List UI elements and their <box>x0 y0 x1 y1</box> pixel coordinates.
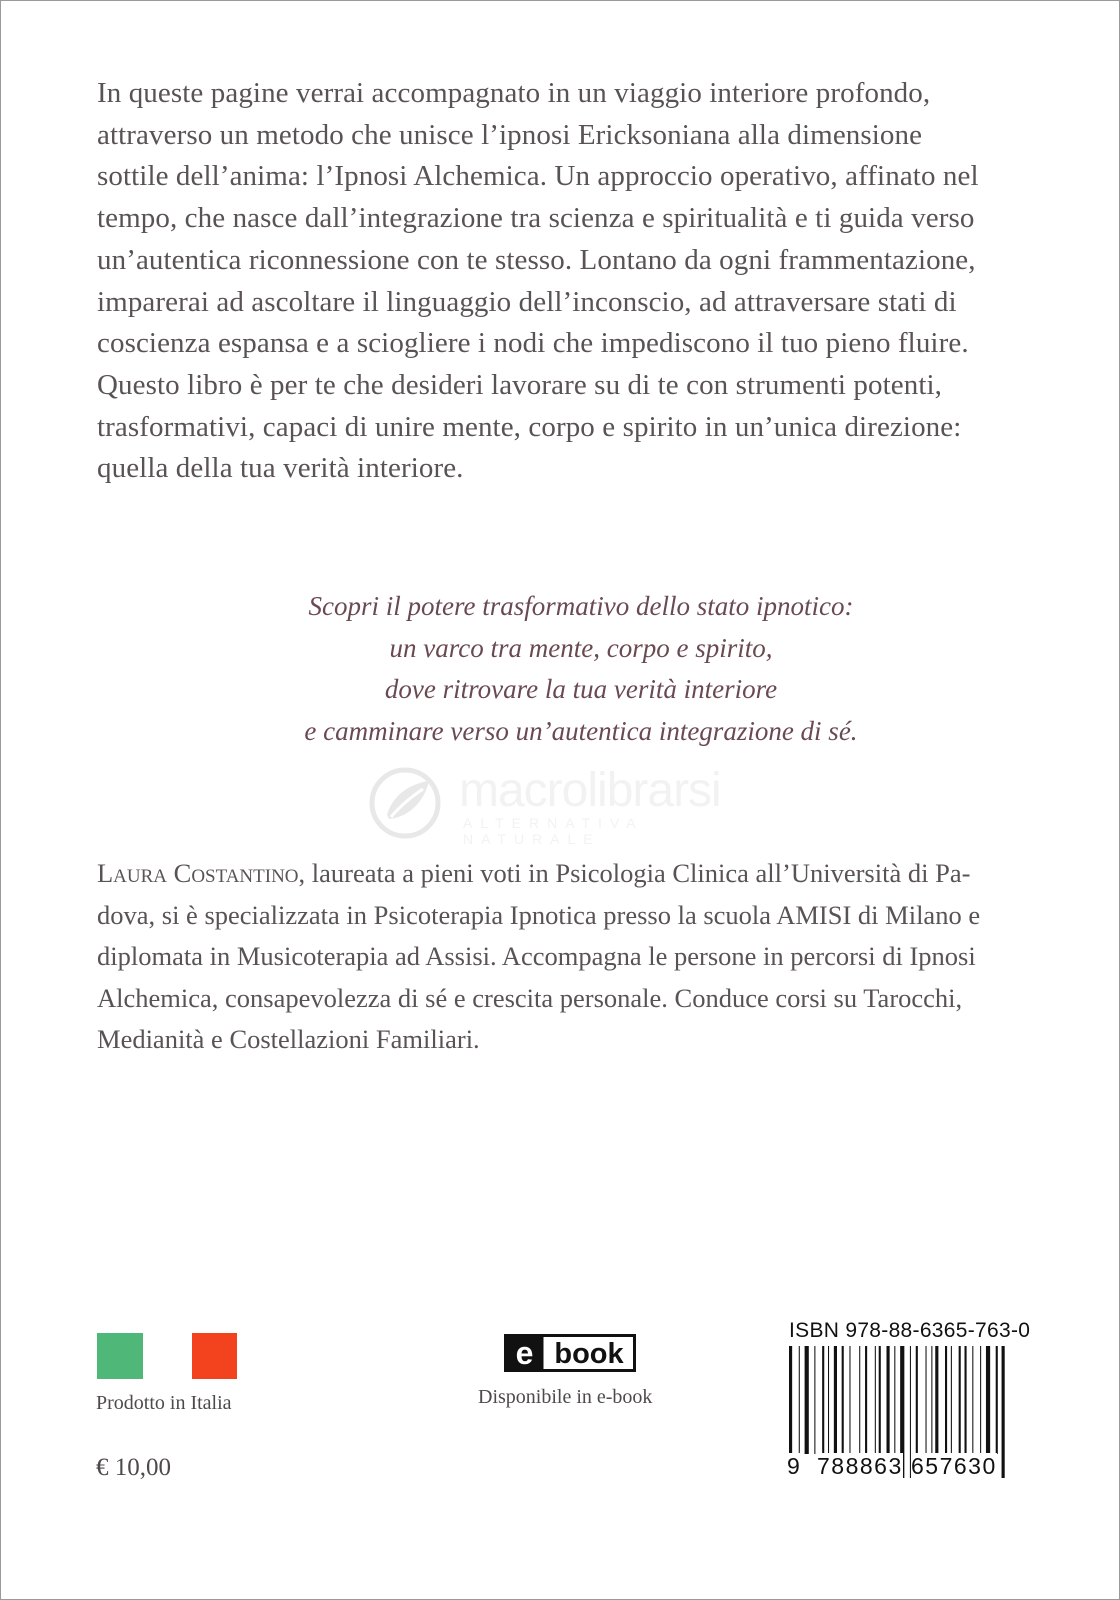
description-line: coscienza espansa e a sciogliere i nodi che impediscono il tuo pieno fluire. <box>97 327 969 360</box>
description-line: Questo libro è per te che desideri lavorare su di te con strumenti potenti, <box>97 368 943 401</box>
description-line: quella della tua verità interiore. <box>97 452 464 485</box>
italian-flag-green <box>97 1333 143 1379</box>
barcode-digits <box>787 1453 1027 1483</box>
tagline-line: Scopri il potere trasformativo dello stato ipnotico: <box>308 591 854 621</box>
barcode-bar <box>849 1346 850 1454</box>
barcode-bar <box>828 1346 829 1454</box>
author-bio-line: Alchemica, consapevolezza di sé e crescita personale. Conduce corsi su Tarocchi, <box>97 982 963 1013</box>
author-bio-line <box>97 853 1033 895</box>
barcode-bar <box>814 1346 815 1454</box>
leaf-logo-icon <box>367 765 443 841</box>
barcode-bar <box>887 1346 890 1454</box>
barcode-bar <box>865 1346 867 1454</box>
barcode-bar <box>916 1346 918 1454</box>
description-line: sottile dell’anima: l’Ipnosi Alchemica. Un approccio operativo, affinato nel <box>97 160 979 193</box>
barcode-bar <box>859 1346 860 1454</box>
barcode-bar <box>972 1346 973 1454</box>
tagline-line: dove ritrovare la tua verità interiore <box>384 674 778 704</box>
barcode-digits-left: 788863 <box>817 1453 903 1479</box>
barcode-bar <box>965 1346 967 1454</box>
barcode-bar <box>935 1346 938 1454</box>
description-line: attraverso un metodo che unisce l’ipnosi Ericksoniana alla dimensione <box>97 118 923 151</box>
barcode-bar <box>875 1346 876 1454</box>
author-bio-line: diplomata in Musicoterapia ad Assisi. Accompagna le persone in percorsi di Ipnosi <box>97 941 976 972</box>
author-bio <box>97 853 1033 1061</box>
watermark-name: macrolibrarsi <box>459 764 721 817</box>
barcode-bar <box>945 1346 947 1454</box>
barcode-digit-first: 9 <box>787 1453 800 1479</box>
isbn-label: ISBN 978-88-6365-763-0 <box>789 1319 1031 1342</box>
barcode-bar <box>951 1346 952 1454</box>
made-in-italy-label: Prodotto in Italia <box>96 1392 232 1414</box>
barcode-bar <box>834 1346 837 1454</box>
tagline-line: e camminare verso un’autentica integrazione di sé. <box>304 715 858 746</box>
price-label: € 10,00 <box>96 1454 171 1481</box>
description-paragraph <box>97 73 1041 490</box>
barcode-bar <box>894 1346 895 1454</box>
tagline-line: un varco tra mente, corpo e spirito, <box>389 632 773 663</box>
ebook-logo-icon <box>504 1334 636 1372</box>
ebook-caption: Disponibile in e-book <box>478 1386 653 1408</box>
barcode-bar <box>996 1346 998 1454</box>
svg-text:e: e <box>515 1335 534 1371</box>
barcode-bar <box>931 1346 932 1454</box>
description-line: imparerai ad ascoltare il linguaggio dell’inconscio, ad attraversare stati di <box>97 285 957 318</box>
barcode-bar <box>959 1346 961 1454</box>
barcode-bar <box>926 1346 927 1454</box>
description-line: In queste pagine verrai accompagnato in un viaggio interiore profondo, <box>97 77 931 109</box>
barcode-bar <box>986 1346 990 1454</box>
author-name: Laura Costantino <box>97 858 299 888</box>
macrolibrarsi-watermark <box>367 763 767 847</box>
italian-flag-red <box>192 1333 237 1379</box>
barcode-bar <box>980 1346 981 1454</box>
watermark-tagline: ALTERNATIVA NATURALE <box>463 815 643 847</box>
description-line: un’autentica riconnessione con te stesso. Lontano da ogni frammentazione, <box>97 243 976 276</box>
barcode-bar <box>842 1346 844 1454</box>
author-bio-line: Medianità e Costellazioni Familiari. <box>97 1024 480 1055</box>
description-line: tempo, che nasce dall’integrazione tra scienza e spiritualità e ti guida verso <box>97 202 975 235</box>
author-bio-line-rest: , laureata a pieni voti in Psicologia Clinica all’Università di Pa- <box>298 858 971 888</box>
italic-tagline <box>201 586 961 752</box>
description-line: trasformativi, capaci di unire mente, corpo e spirito in un’unica direzione: <box>97 410 962 443</box>
author-bio-line: dova, si è specializzata in Psicoterapia Ipnotica presso la scuola AMISI di Milano e <box>97 899 981 930</box>
barcode-bar <box>879 1346 881 1454</box>
barcode-bar <box>822 1346 824 1454</box>
svg-text:book: book <box>554 1338 624 1370</box>
barcode-bar <box>805 1346 809 1454</box>
barcode-digits-right: 657630 <box>911 1453 997 1479</box>
